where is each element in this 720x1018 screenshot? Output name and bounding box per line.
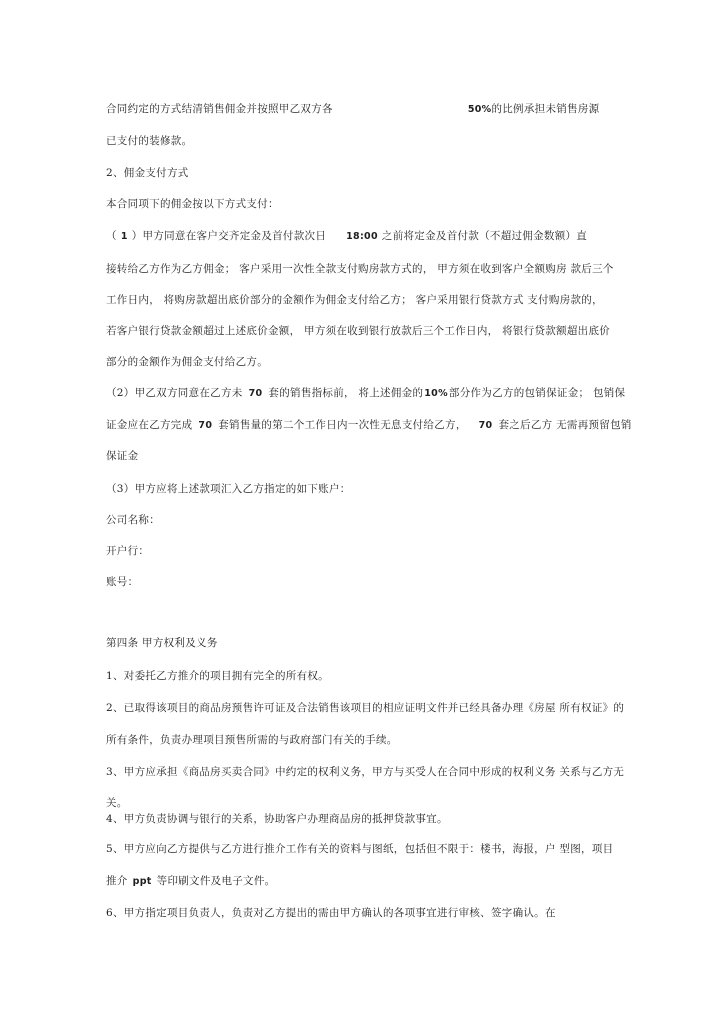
article-4-item-4: 4、甲方负责协调与银行的关系，协助客户办理商品房的抵押贷款事宜。 [106, 813, 448, 825]
clause-1-line-4: 若客户银行贷款金额超过上述底价金额， 甲方须在收到银行放款后三个工作日内， 将银行贷款额超出底价 [106, 325, 611, 337]
article-4-item-6: 6、甲方指定项目负责人，负责对乙方提出的需由甲方确认的各项事宜进行审核、签字确认。在 [106, 907, 556, 919]
settlement-line-2: 已支付的装修款。 [106, 135, 193, 147]
account-label: 账号： [106, 576, 139, 588]
clause-2-line-3: 保证金 [106, 450, 139, 462]
payment-intro: 本合同项下的佣金按以下方式支付： [106, 198, 279, 210]
article-4-heading: 第四条 甲方权利及义务 [106, 637, 218, 649]
article-4-item-2-line-2: 所有条件，负责办理项目预售所需的与政府部门有关的手续。 [106, 734, 398, 746]
bank-label: 开户行： [106, 545, 150, 557]
article-4-item-2-line-1: 2、已取得该项目的商品房预售许可证及合法销售该项目的相应证明文件并已经具备办理《房屋 所有权证》的 [106, 702, 625, 714]
clause-1-line-2: 接转给乙方作为乙方佣金； 客户采用一次性全款支付购房款方式的， 甲方须在收到客户全额购房 款后三个 [106, 263, 614, 275]
article-4-item-5-line-1: 5、甲方应向乙方提供与乙方进行推介工作有关的资料与图纸，包括但不限于：楼书，海报，户 型图，项目 [106, 843, 614, 855]
clause-3-text: （3）甲方应将上述款项汇入乙方指定的如下账户： [106, 483, 351, 495]
article-4-item-3-line-1: 3、甲方应承担《商品房买卖合同》中约定的权利义务，甲方与买受人在合同中形成的权利义务 关系与乙方无 [106, 766, 625, 778]
clause-2-line-2: 证金应在乙方完成 70 套销售量的第二个工作日内一次性无息支付给乙方， 70 套之后乙方 无需再预留包销 [106, 419, 632, 431]
article-4-item-5-line-2: 推介 ppt 等印刷文件及电子文件。 [106, 875, 276, 887]
section-heading-payment: 2、佣金支付方式 [106, 167, 189, 179]
clause-2-line-1: （2）甲乙双方同意在乙方未 70 套的销售指标前， 将上述佣金的10%部分作为乙方的包销保证金； 包销保 [106, 387, 626, 399]
clause-1-line-3: 工作日内， 将购房款超出底价部分的金额作为佣金支付给乙方； 客户采用银行贷款方式 支付购房款的， [106, 294, 603, 306]
article-4-item-1: 1、对委托乙方推介的项目拥有完全的所有权。 [106, 670, 329, 682]
clause-1-line-1: （ 1 ）甲方同意在客户交齐定金及首付款次日 18:00 之前将定金及首付款（不超过佣金数额）直 [106, 230, 588, 242]
settlement-line-1: 合同约定的方式结清销售佣金并按照甲乙双方各 50%的比例承担未销售房源 [106, 103, 600, 115]
company-name-label: 公司名称： [106, 514, 160, 526]
article-4-item-3-line-2: 关。 [106, 797, 128, 809]
clause-1-line-5: 部分的金额作为佣金支付给乙方。 [106, 356, 268, 368]
